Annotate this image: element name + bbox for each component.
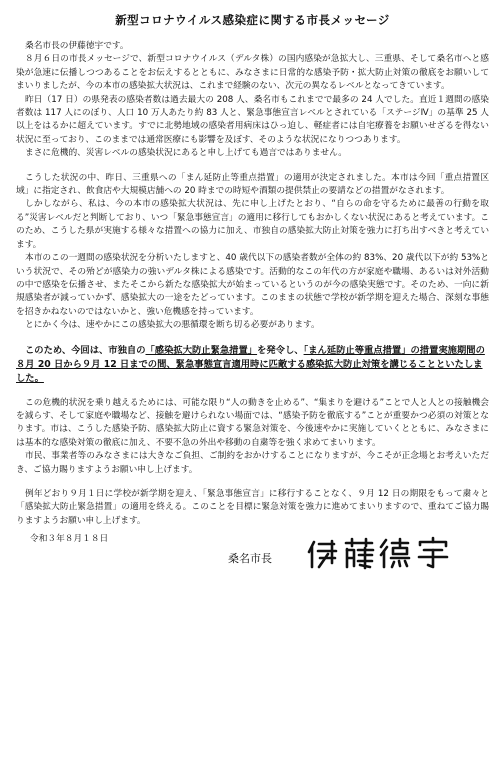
announcement-lead: このため、今回は、市独自の xyxy=(25,344,146,356)
announcement-period: 「まん延防止等重点措置」の措置実施期間の８月 20 日から９月 12 日までの間、緊急事態宣言適用時に匹敵する感染拡大防止対策を講じることといたしました。 xyxy=(16,344,485,384)
greeting-text: 桑名市長の伊藤徳宇です。 xyxy=(25,41,129,51)
signature-block xyxy=(16,532,489,576)
paragraph: 例年どおり９月１日に学校が新学期を迎え、「緊急事態宣言」に移行することなく、９月 12 日の期限をもって粛々と「感染拡大防止緊急措置」の適用を終える。このことを目標に緊急対策を強力に進めてまいりますので、重ねてご協力賜りますようお願い申し上げます。 xyxy=(16,488,489,526)
emergency-measure-name: 「感染拡大防止緊急措置」 xyxy=(145,344,258,356)
date-text: 令和３年８月１８日 xyxy=(30,534,109,545)
paragraph: 昨日（17 日）の県発表の感染者数は過去最大の 208 人、桑名市もこれまでで最多の 24 人でした。直近１週間の感染者数は 117 人にのぼり、人口 10 万人あたり約 83 人と、緊急事態宣言レベルとされている「ステージⅣ」の基準 25 人以上をはるかに超えています。すでに北勢地域の感染者用病床はひっ迫し、軽症者には自宅療養をお願いせざるを得ない状況に至っており、このままでは通常医療にも影響を及ぼす、そのような状況になりつつあります。 xyxy=(16,94,489,145)
mayor-label: 桑名市長 xyxy=(228,552,272,566)
paragraph: とにかく今は、速やかにこの感染拡大の悪循環を断ち切る必要があります。 xyxy=(25,320,320,331)
paragraph: 市民、事業者等のみなさまには大きなご負担、ご制約をおかけすることになりますが、今こそが正念場とお考えいただき、ご協力賜りますようお願い申し上げます。 xyxy=(16,451,490,475)
paragraph: こうした状況の中、昨日、三重県への「まん延防止等重点措置」の適用が決定されました。本市は今回「重点措置区域」に指定され、飲食店や大規模店舗への 20 時までの時短や酒類の提供禁止の要請などの措置がなされます。 xyxy=(16,172,489,197)
paragraph: 本市のこの一週間の感染状況を分析いたしますと、40 歳代以下の感染者数が全体の約 83%、20 歳代以下が約 53%という状況で、その殆どが感染力の強いデルタ株による感染です。活動的なこの年代の方が家庭や職場、あるいは対外活動の中で感染を伝播させ、またそこから新たな感染拡大が始まっているというのが今の感染実態です。そのため、一向に新規感染者が減っていかず、感染拡大の一途をたどっています。このままの状態で学校が新学期を迎えた場合、深刻な事態を招きかねないのではないかと、強い危機感を持っています。 xyxy=(16,253,489,317)
paragraph: ８月６日の市長メッセージで、新型コロナウイルス（デルタ株）の国内感染が急拡大し、三重県、そして桑名市へと感染が急速に伝播しつつあることをお伝えするとともに、みなさまに日常的な感染予防・拡大防止対策の徹底をお願いしてまいりましたが、今の本市の感染拡大状況は、これまで経験のない、次元の異なるレベルとなってきています。 xyxy=(16,54,490,92)
handwritten-signature xyxy=(306,536,456,570)
announcement-mid: を発令し、 xyxy=(257,344,304,356)
paragraph: この危機的状況を乗り越えるためには、可能な限り“人の動きを止める”、“集まりを避ける”ことで人と人との接触機会を減らす、そして家庭や職場など、接触を避けられない場面では、“感染予防を徹底する”ことが重要かつ必須の対策となります。市は、こうした感染予防、感染拡大防止に資する緊急対策を、今後速やかに実施していくとともに、みなさまには基本的な感染対策の徹底に加え、不要不急の外出や移動の自粛等を強く求めてまいります。 xyxy=(16,397,489,448)
paragraph: まさに危機的、災害レベルの感染状況にあると申し上げても過言ではありません。 xyxy=(25,148,347,159)
page-title: 新型コロナウイルス感染症に関する市長メッセージ xyxy=(115,13,390,27)
paragraph: しかしながら、私は、今の本市の感染拡大状況は、先に申し上げたとおり、“自らの命を守るために最善の行動を取る”災害レベルだと判断しており、いつ「緊急事態宣言」の適用に移行してもおかしくない状況にあると考えています。このため、こうした県が実施する様々な措置への協力に加え、市独自の感染拡大防止対策を強力に打ち出すべきと考えています。 xyxy=(16,199,490,250)
announcement-text xyxy=(16,344,489,386)
